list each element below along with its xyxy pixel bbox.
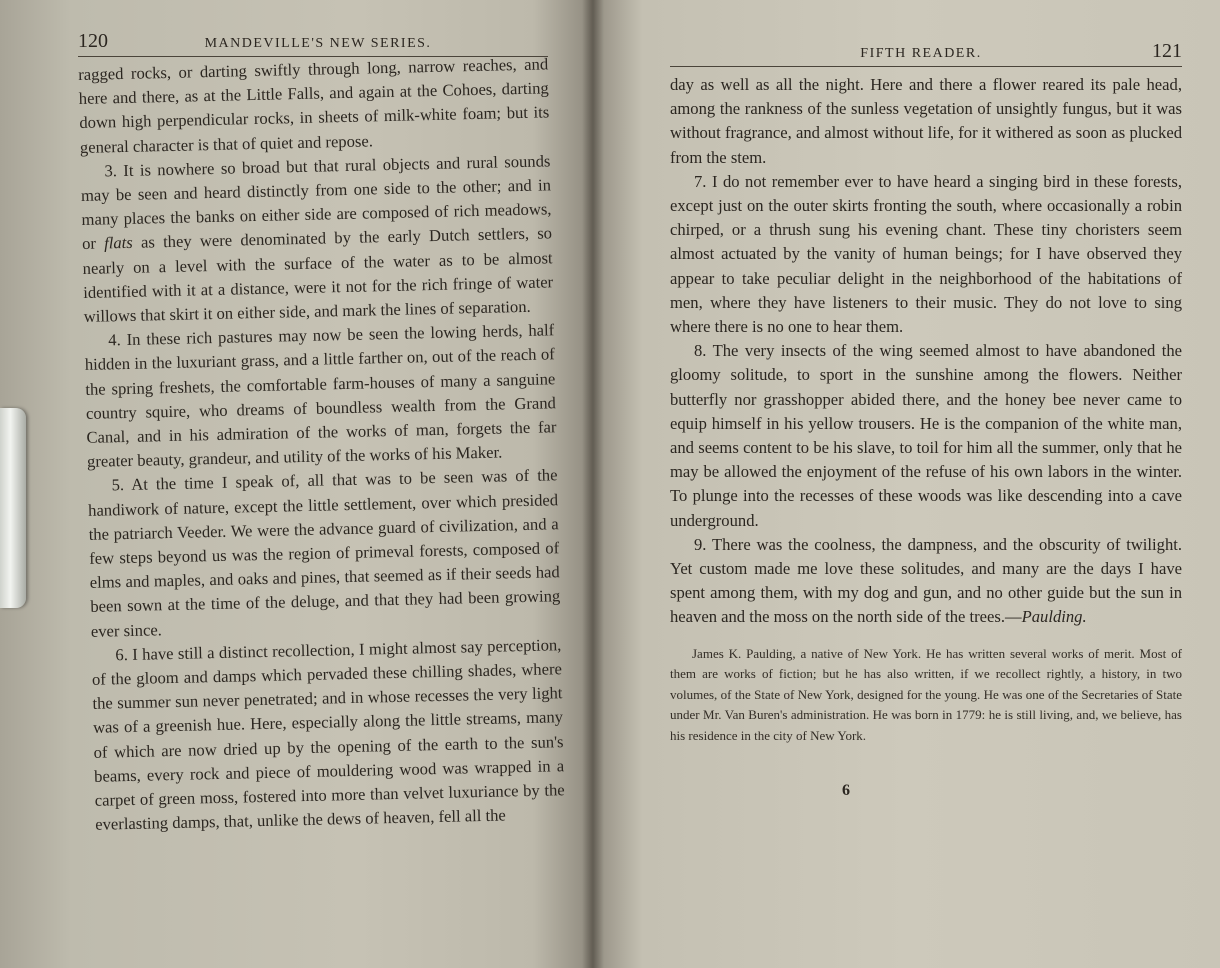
paragraph-6: 6. I have still a distinct recollection, I might almost say perception, of the gloom and damps which pervaded these chilling shades, where the summer sun never penetrated; and in whose recesses the very light was of a greenish hue. Here, especially along the little streams, many of which are now dried up by the opening of the earth to the sun's beams, every rock and piece of mouldering wood was wrapped in a carpet of green moss, fostered into more than velvet luxuriance by the everlasting damps, that, unlike the dews of heaven, fell all the [91, 635, 565, 835]
right-page [592, 0, 1220, 968]
right-page-body [670, 73, 1182, 800]
right-running-title: FIFTH READER. [860, 46, 982, 61]
left-page-body [78, 52, 565, 837]
author-note: James K. Paulding, a native of New York. He has written several works of merit. Most of them are works of fiction; but he has also written, if we recollect rightly, a history, in two volumes, of the State of New York, designed for the young. He was one of the Secretaries of State under Mr. Van Buren's administration. He was born in 1779: he is still living, and, we believe, has his residence in the city of New York. [670, 645, 1182, 743]
paragraph-continued-right: day as well as all the night. Here and there a flower reared its pale head, among the rankness of the sunless vegetation of unsightly fungus, but it was without fragrance, and almost without life, for it withered as soon as plucked from the stem. [670, 75, 1182, 167]
paragraph-8: 8. The very insects of the wing seemed almost to have abandoned the gloomy solitude, to sport in the sunshine among the flowers. Neither butterfly nor grasshopper abided there, and the honey bee never came to equip himself in his yellow trousers. He is the companion of the white man, and seems content to be his slave, to toil for him all the summer, only that he may be allowed the enjoyment of the refuse of his own labors in the winter. To plunge into the recesses of these woods was like descending into a cave underground. [670, 341, 1182, 530]
paragraph-4: 4. In these rich pastures may now be seen the lowing herds, half hidden in the luxuriant grass, and a little farther on, out of the reach of the spring freshets, the comfortable farm-houses of many a sanguine country squire, who dreams of boundless wealth from the Grand Canal, and in his admiration of the works of man, forgets the far greater beauty, grandeur, and utility of the works of his Maker. [84, 320, 557, 472]
right-page-number: 121 [1152, 40, 1182, 62]
paragraph-3-text: 3. It is nowhere so broad but that rural objects and rural sounds may be seen and heard distinctly from one side to the other; and in many places the banks on either side are composed of rich meadows, or [80, 151, 552, 254]
paragraph-9 [670, 533, 1182, 630]
paragraph-continued: ragged rocks, or darting swiftly through long, narrow reaches, and here and there, as at the Little Falls, and again at the Cohoes, darting down high perpendicular rocks, in sheets of milk-white foam; but its general character is that of quiet and repose. [78, 54, 550, 157]
paragraph-3-italic: flats [103, 233, 133, 253]
paragraph-3 [80, 149, 554, 329]
paragraph-9-text: 9. There was the coolness, the dampness, and the obscurity of twilight. Yet custom made me love these solitudes, and many are the days I have spent among them, with my dog and gun, and no other guide but the sun in heaven and the moss on the north side of the trees.— [670, 534, 1182, 627]
left-page [0, 0, 592, 968]
left-page-number: 120 [78, 30, 108, 52]
left-running-title: MANDEVILLE'S NEW SERIES. [204, 36, 432, 51]
paragraph-5: 5. At the time I speak of, all that was to be seen was of the handiwork of nature, except the little settlement, over which presided the patriarch Veeder. We were the advance guard of civilization, and a few steps beyond us was the region of primeval forests, composed of elms and maples, and oaks and pines, that seemed as if their seeds had been sown at the time of the deluge, and that they had been growing ever since. [87, 465, 561, 641]
book-gutter [582, 0, 604, 968]
paragraph-7: 7. I do not remember ever to have heard a singing bird in these forests, except just on the outer skirts fronting the south, where occasionally a robin chirped, or a thrush sung his evening chant. These tiny choristers seem almost actuated by the vanity of human beings; for I have observed they appear to take peculiar delight in the neighborhood of the habitations of men, where they have listeners to their music. They do not love to sing where there is no one to hear them. [670, 171, 1182, 337]
right-running-head [670, 40, 1182, 67]
author-attribution: Paulding. [1021, 607, 1087, 627]
page-clip [0, 408, 26, 608]
paragraph-3-text-end: as they were denominated by the early Dutch settlers, so nearly on a level with the surface of the water as to be almost identified with it at a distance, were it not for the rich fringe of water willows that skirt it on either side, and mark the lines of separation. [82, 223, 554, 326]
signature-mark: 6 [842, 782, 850, 800]
